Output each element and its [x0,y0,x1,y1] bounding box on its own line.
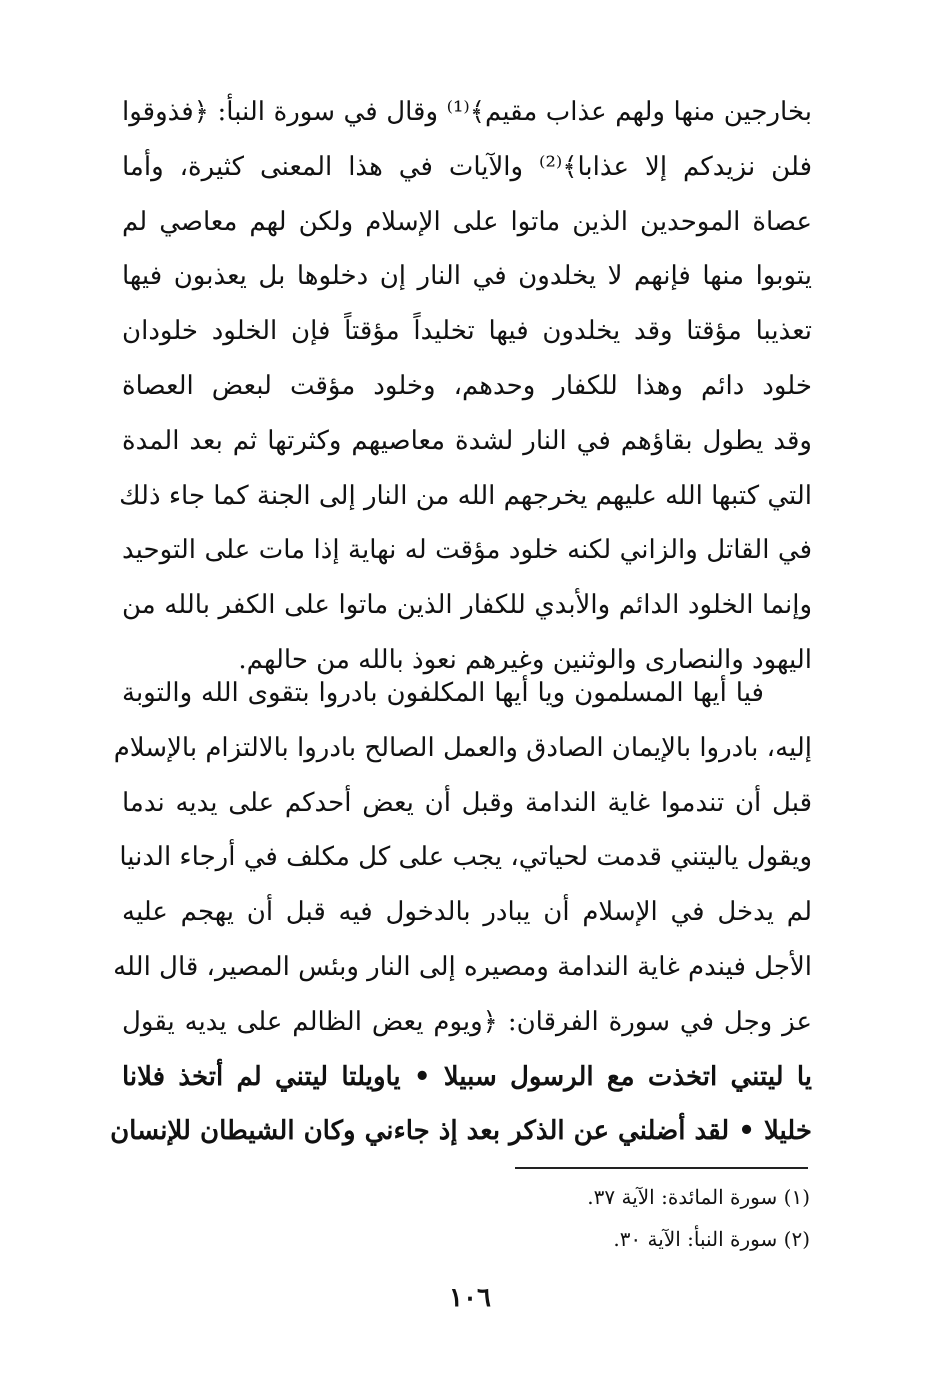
footnote-2: (٢) سورة النبأ: الآية ٣٠. [613,1227,810,1251]
text-line: ويقول ياليتني قدمت لحياتي، يجب على كل مكلف في أرجاء الدنيا [119,842,812,873]
footnotes [430,1176,810,1260]
text-line: عز وجل في سورة الفرقان: ﴿ويوم يعض الظالم على يديه يقول [122,1006,812,1037]
text-line: إليه، بادروا بالإيمان الصادق والعمل الصالح بادروا بالالتزام بالإسلام [113,732,812,763]
quran-verse-line: يا ليتني اتخذت مع الرسول سبيلا • ياويلتا ليتني لم أتخذ فلانا [122,1061,812,1092]
footnote-1: (١) سورة المائدة: الآية ٣٧. [587,1185,810,1209]
text-line: وقد يطول بقاؤهم في النار لشدة معاصيهم وكثرتها ثم بعد المدة [122,425,812,456]
text-line: خلود دائم وهذا للكفار وحدهم، وخلود مؤقت لبعض العصاة [122,370,812,401]
text-line: الأجل فيندم غاية الندامة ومصيره إلى النار وبئس المصير، قال الله [113,951,812,982]
footnote-separator [515,1167,808,1169]
text-line: يتوبوا منها فإنهم لا يخلدون في النار إن دخلوها بل يعذبون فيها [122,261,812,292]
page-number: ١٠٦ [449,1283,491,1313]
text-line: بخارجين منها ولهم عذاب مقيم﴾⁽¹⁾ وقال في سورة النبأ: ﴿فذوقوا [122,97,812,127]
text-line: فلن نزيدكم إلا عذابا﴾⁽²⁾ والآيات في هذا المعنى كثيرة، وأما [122,151,812,182]
text-line: عصاة الموحدين الذين ماتوا على الإسلام ولكن لهم معاصي لم [122,206,812,237]
paragraph-2 [110,666,812,1159]
text-line: قبل أن تندموا غاية الندامة وقبل أن يعض أحدكم على يديه ندما [122,787,812,818]
text-line: فيا أيها المسلمون ويا أيها المكلفون بادروا بتقوى الله والتوبة [122,678,764,708]
text-line: في القاتل والزاني لكنه خلود مؤقت له نهاية إذا مات على التوحيد [122,535,812,566]
text-line: لم يدخل في الإسلام أن يبادر بالدخول فيه قبل أن يهجم عليه [122,897,812,928]
text-line: اليهود والنصارى والوثنين وغيرهم نعوذ بالله من حالهم. [238,644,812,675]
quran-verse-line: خليلا • لقد أضلني عن الذكر بعد إذ جاءني وكان الشيطان للإنسان [110,1116,812,1147]
text-line: التي كتبها الله عليهم يخرجهم الله من النار إلى الجنة كما جاء ذلك [119,480,812,511]
text-line: تعذيبا مؤقتا وقد يخلدون فيها تخليداً مؤقتاً فإن الخلود خلودان [122,316,812,347]
text-line: وإنما الخلود الدائم والأبدي للكفار الذين ماتوا على الكفر بالله من [122,590,812,621]
paragraph-1 [119,85,812,688]
